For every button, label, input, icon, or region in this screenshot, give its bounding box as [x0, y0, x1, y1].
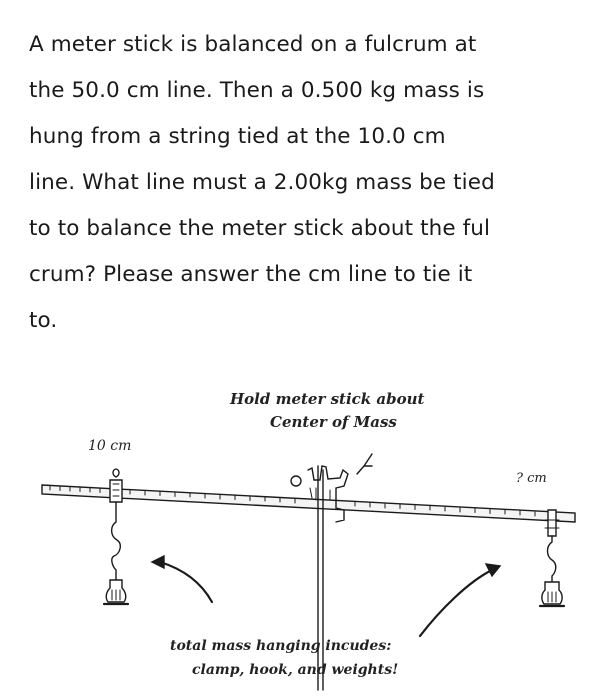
- note-hold-meter-stick: Hold meter stick about: [230, 390, 425, 408]
- question-text: [29, 22, 589, 344]
- left-string: [112, 502, 121, 580]
- left-arrow: [160, 562, 212, 602]
- question-line-7: to.: [29, 308, 58, 333]
- left-clamp: [110, 480, 122, 502]
- question-line-3: hung from a string tied at the 10.0 cm: [29, 124, 446, 149]
- label-10-cm: 10 cm: [88, 438, 132, 454]
- right-clamp: [548, 510, 556, 536]
- meter-stick-diagram: [0, 370, 608, 700]
- question-line-2: the 50.0 cm line. Then a 0.500 kg mass is: [29, 78, 485, 103]
- right-arrow: [420, 570, 492, 636]
- question-line-6: crum? Please answer the cm line to tie it: [29, 262, 473, 287]
- pivot-clamp: [308, 466, 348, 522]
- note-clamp-hook-weights: clamp, hook, and weights!: [192, 662, 399, 678]
- right-arrowhead: [486, 564, 500, 576]
- question-line-5: to to balance the meter stick about the ful: [29, 216, 491, 241]
- pointer-mark: [357, 454, 372, 474]
- left-arrowhead: [152, 556, 164, 568]
- question-line-4: line. What line must a 2.00kg mass be tied: [29, 170, 495, 195]
- left-clamp-screw: [113, 469, 119, 477]
- label-unknown-cm: ? cm: [516, 471, 547, 486]
- question-line-1: A meter stick is balanced on a fulcrum at: [29, 32, 477, 57]
- note-center-of-mass: Center of Mass: [270, 413, 397, 431]
- pivot-ring: [291, 476, 301, 486]
- right-string: [548, 536, 556, 582]
- note-total-mass: total mass hanging incudes:: [170, 638, 392, 654]
